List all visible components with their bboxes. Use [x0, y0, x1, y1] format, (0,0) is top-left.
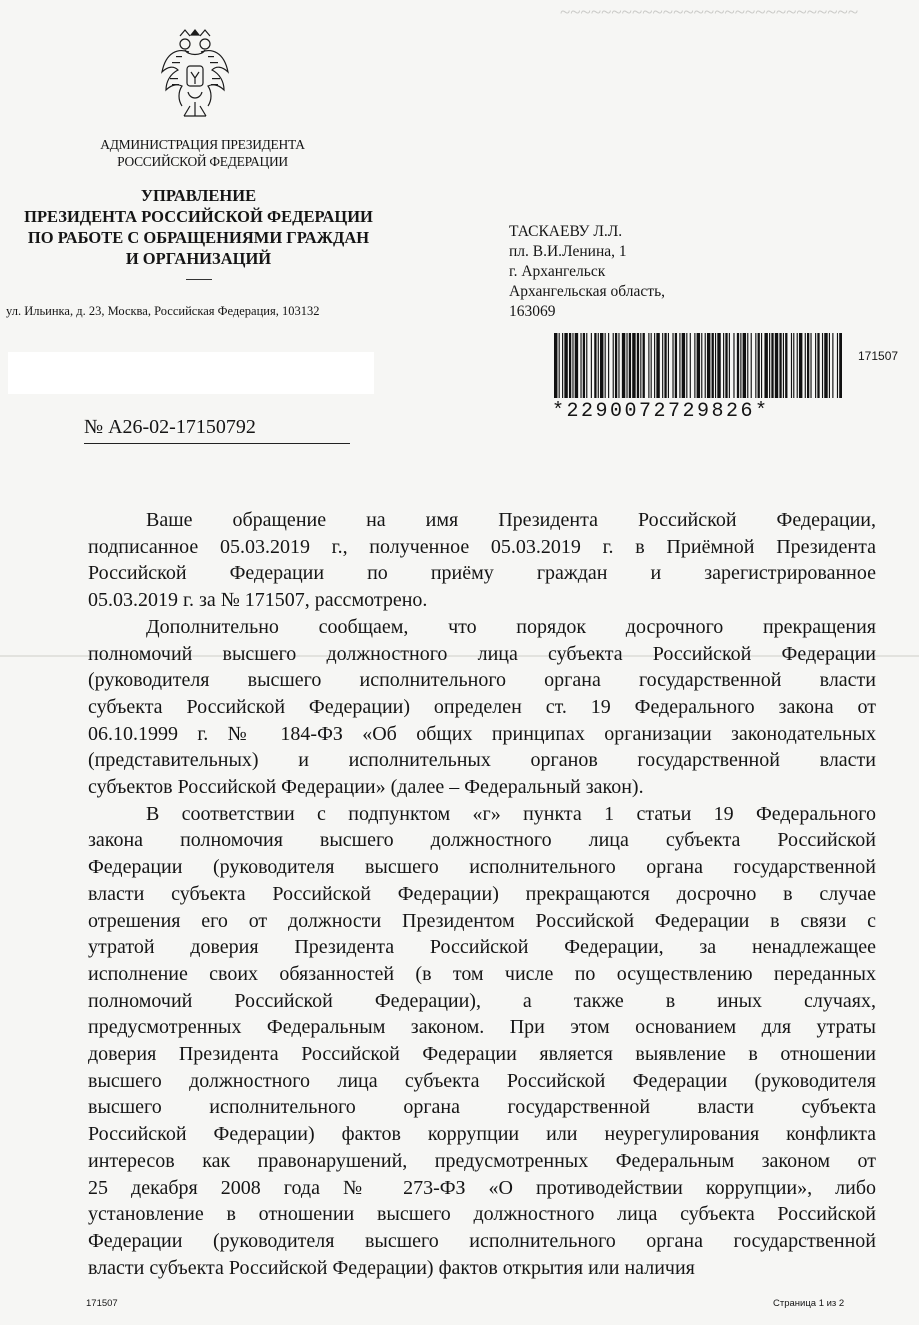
recipient-address-block [509, 222, 665, 322]
body-line: Российской Федерации) фактов коррупции или неурегулирования конфликта [88, 1123, 876, 1146]
barcode-number: *2290072729826* [552, 400, 770, 423]
body-line: Российской Федерации по приёму граждан и зарегистрированное [88, 562, 876, 585]
body-line: доверия Президента Российской Федерации является выявление в отношении [88, 1043, 876, 1066]
body-line: установление в отношении высшего должностного лица субъекта Российской [88, 1203, 876, 1226]
document-number-underline [84, 443, 350, 444]
header-divider [186, 279, 212, 280]
body-line: высшего должностного лица субъекта Российской Федерации (руководителя [88, 1069, 876, 1092]
administration-name: АДМИНИСТРАЦИЯ ПРЕЗИДЕНТА РОССИЙСКОЙ ФЕДЕРАЦИИ [100, 137, 305, 169]
body-line: закона полномочия высшего должностного лица субъекта Российской [88, 829, 876, 852]
body-line: 06.10.1999 г. № 184-ФЗ «Об общих принципах организации законодательных [88, 722, 876, 745]
letter-body [88, 507, 876, 1281]
body-line: исполнение своих обязанностей (в том числе по осуществлению переданных [88, 962, 876, 985]
body-line: 25 декабря 2008 года № 273-ФЗ «О противодействии коррупции», либо [88, 1176, 876, 1199]
department-name: УПРАВЛЕНИЕ ПРЕЗИДЕНТА РОССИЙСКОЙ ФЕДЕРАЦИИ ПО РАБОТЕ С ОБРАЩЕНИЯМИ ГРАЖДАН И ОРГАНИЗАЦИЙ [24, 186, 373, 268]
recipient-city: г. Архангельск [509, 263, 606, 280]
barcode-image [552, 333, 842, 398]
recipient-postcode: 163069 [509, 303, 556, 320]
body-line: полномочий высшего должностного лица субъекта Российской Федерации [88, 642, 876, 665]
body-line: власти субъекта Российской Федерации) прекращаются досрочно в случае [88, 882, 876, 905]
body-line: Дополнительно сообщаем, что порядок досрочного прекращения [146, 615, 876, 638]
russian-coat-of-arms-emblem [158, 22, 232, 132]
recipient-street: пл. В.И.Ленина, 1 [509, 243, 627, 260]
footer-reference: 171507 [86, 1298, 118, 1309]
barcode-side-number: 171507 [858, 349, 899, 363]
body-line: (руководителя высшего исполнительного органа государственной власти [88, 669, 876, 692]
recipient-name: ТАСКАЕВУ Л.Л. [509, 223, 623, 240]
body-line: Ваше обращение на имя Президента Российской Федерации, [146, 509, 876, 531]
body-line: предусмотренных Федеральным законом. При этом основанием для утраты [88, 1016, 876, 1039]
body-line: В соответствии с подпунктом «г» пункта 1 статьи 19 Федерального [146, 802, 876, 825]
body-line: утратой доверия Президента Российской Федерации, за ненадлежащее [88, 936, 876, 959]
body-line: субъекта Российской Федерации) определен ст. 19 Федерального закона от [88, 695, 876, 718]
body-line: субъектов Российской Федерации» (далее – Федеральный закон). [88, 776, 644, 799]
body-line: 05.03.2019 г. за № 171507, рассмотрено. [88, 589, 428, 612]
body-line: отрешения его от должности Президентом Российской Федерации в связи с [88, 909, 876, 932]
outgoing-document-number: № А26-02-17150792 [84, 416, 256, 438]
body-line: Федерации (руководителя высшего исполнительного органа государственной [88, 1229, 876, 1252]
footer-page-number: Страница 1 из 2 [773, 1298, 845, 1309]
body-line: полномочий Российской Федерации), а также в иных случаях, [88, 989, 876, 1012]
body-line: интересов как правонарушений, предусмотренных Федеральным законом от [88, 1149, 876, 1172]
bleed-through-text: ~~~~~~~~~~~~~~~~~~~~~~~~~~~~~ [560, 2, 859, 23]
redacted-area [8, 352, 374, 394]
recipient-region: Архангельская область, [509, 283, 666, 300]
sender-address: ул. Ильинка, д. 23, Москва, Российская Федерация, 103132 [6, 304, 320, 318]
body-line: высшего исполнительного органа государственной власти субъекта [88, 1096, 876, 1119]
body-line: Федерации (руководителя высшего исполнительного органа государственной [88, 856, 876, 879]
body-line: (представительных) и исполнительных органов государственной власти [88, 749, 876, 772]
body-line: подписанное 05.03.2019 г., полученное 05.03.2019 г. в Приёмной Президента [88, 535, 876, 558]
body-line: власти субъекта Российской Федерации) фактов открытия или наличия [88, 1256, 695, 1279]
